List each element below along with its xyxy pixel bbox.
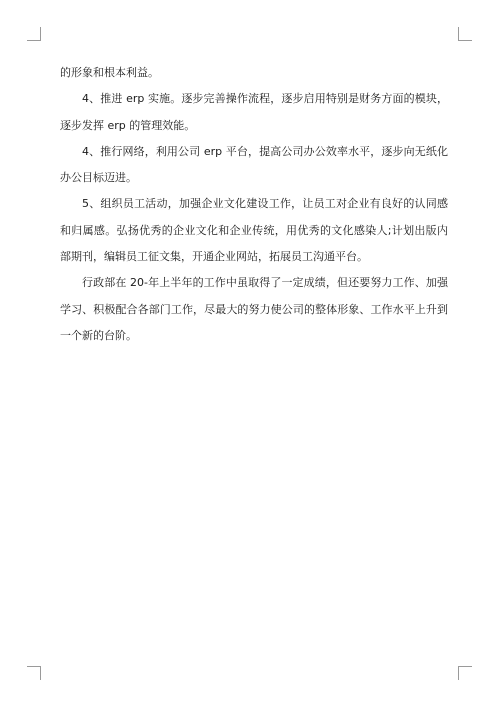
document-body — [60, 60, 448, 349]
paragraph-network: 4、推行网络，利用公司 erp 平台，提高公司办公效率水平，逐步向无纸化办公目标迈进。 — [60, 144, 448, 185]
paragraph-continuation: 的形象和根本利益。 — [60, 66, 159, 79]
crop-mark-bottom-left — [27, 666, 41, 680]
paragraph-conclusion: 行政部在 20-年上半年的工作中虽取得了一定成绩，但还要努力工作、加强学习、积极配合各部门工作，尽最大的努力使公司的整体形象、工作水平上升到一个新的台阶。 — [60, 276, 448, 342]
paragraph-staff-activities: 5、组织员工活动，加强企业文化建设工作，让员工对企业有良好的认同感和归属感。弘扬优秀的企业文化和企业传统，用优秀的文化感染人;计划出版内部期刊，编辑员工征文集，开通企业网站，拓展员工沟通平台。 — [60, 197, 448, 264]
crop-mark-bottom-right — [458, 666, 472, 680]
crop-mark-top-right — [458, 27, 472, 41]
crop-mark-top-left — [27, 27, 41, 41]
paragraph-erp-implementation: 4、推进 erp 实施。逐步完善操作流程，逐步启用特别是财务方面的模块，逐步发挥 erp 的管理效能。 — [60, 92, 448, 132]
